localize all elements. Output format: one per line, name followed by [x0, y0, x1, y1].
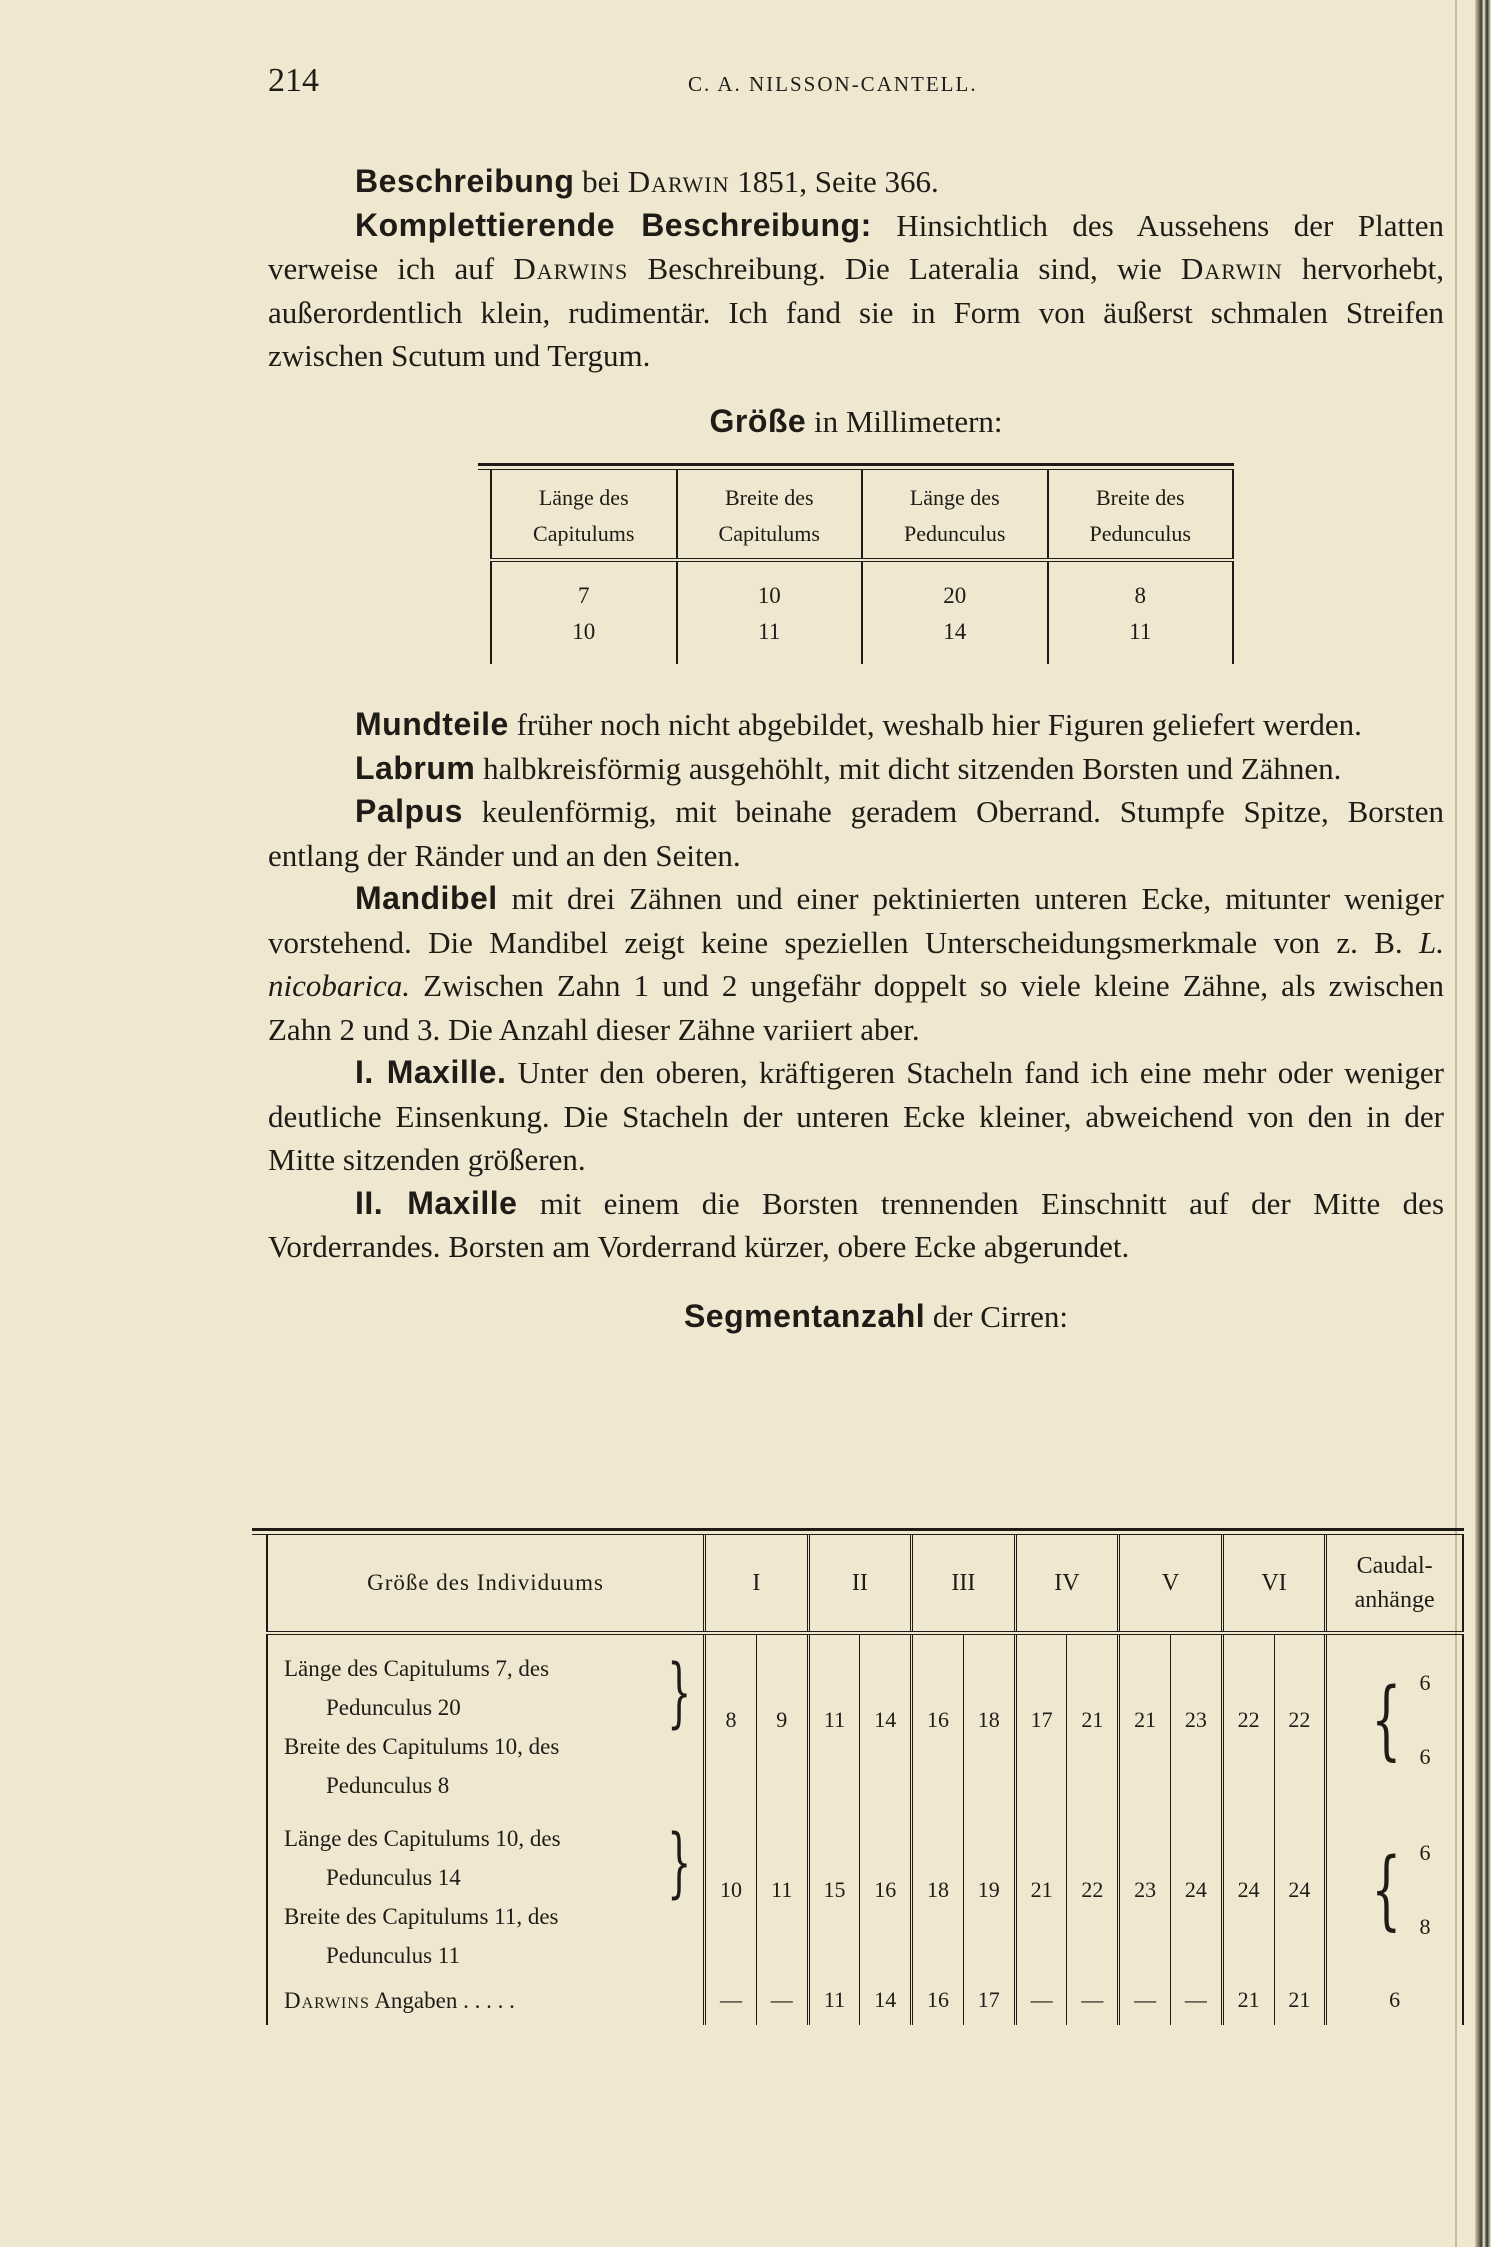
- heading-keyword: Segmentanzahl: [683, 1297, 926, 1334]
- table-cell: 14: [860, 1975, 912, 2025]
- table-cell: 20: [862, 560, 1048, 614]
- individual-description: Länge des Capitulums 7, des Pedunculus 20 Breite des Capitulums 10, des Pedunculus 8 }: [267, 1633, 705, 1805]
- table-cell: 21: [1222, 1975, 1274, 2025]
- table-cell: 10: [491, 614, 677, 664]
- table-row: [491, 560, 1233, 614]
- keyword-maxille-1: I. Maxille.: [355, 1054, 507, 1090]
- paragraph-labrum: [268, 747, 1444, 791]
- table-row: [491, 614, 1233, 664]
- table-cell: 14: [862, 614, 1048, 664]
- running-title: C. A. NILSSON-CANTELL.: [688, 72, 978, 96]
- caudal-value: 6: [1419, 1840, 1431, 1865]
- keyword-labrum: Labrum: [355, 749, 476, 786]
- table-top-rule: [252, 1528, 1464, 1535]
- text-span: Zwischen Zahn 1 und 2 ungefähr doppelt so viele kleine Zähne, als zwischen Zahn 2 und 3. Die Anzahl dieser Zähne variiert aber.: [268, 968, 1444, 1047]
- table-cell: 23: [1119, 1805, 1171, 1975]
- table-cell: 11: [808, 1633, 860, 1805]
- text-span: mit einem die Borsten trennenden Einschnitt auf der Mitte des Vorderrandes. Borsten am Vorderrand kürzer, obere Ecke abgerundet.: [268, 1185, 1445, 1264]
- segment-table-header: III: [912, 1535, 1016, 1633]
- table-cell: 19: [963, 1805, 1015, 1975]
- size-table: [478, 463, 1234, 664]
- table-cell: —: [756, 1975, 808, 2025]
- table-cell: 11: [677, 614, 863, 664]
- table-cell: 16: [912, 1975, 964, 2025]
- paragraph-mandibel: [268, 877, 1444, 1051]
- table-cell: 21: [1274, 1975, 1326, 2025]
- table-cell: 17: [1015, 1633, 1067, 1805]
- segment-table-heading: [308, 1295, 1444, 1339]
- table-cell: 21: [1015, 1805, 1067, 1975]
- darwin-label: Darwins Angaben . . . . .: [267, 1975, 705, 2025]
- table-cell: 22: [1274, 1633, 1326, 1805]
- brace-icon: }: [666, 1817, 692, 1906]
- page-edge: [1475, 0, 1491, 2247]
- segment-table: [252, 1528, 1464, 2025]
- table-cell: 16: [860, 1805, 912, 1975]
- text-span: Hinsichtlich des Aussehens der Platten verweise ich auf: [268, 207, 1444, 286]
- size-table-header: Länge des Capitulums: [491, 470, 677, 560]
- paragraph-komplettierend: [268, 204, 1444, 378]
- table-cell: 11: [1048, 614, 1234, 664]
- brace-icon: {: [1371, 1670, 1402, 1770]
- page-number: 214: [268, 62, 319, 99]
- table-cell: 18: [963, 1633, 1015, 1805]
- text-span: bei: [574, 164, 628, 199]
- keyword-maxille-2: II. Maxille: [355, 1184, 518, 1221]
- table-cell: 8: [1048, 560, 1234, 614]
- paragraph-maxille-2: [268, 1182, 1444, 1269]
- table-cell: 10: [705, 1805, 757, 1975]
- table-cell: —: [1119, 1975, 1171, 2025]
- species-name: L. nicobarica.: [268, 924, 1444, 1003]
- text-span: Beschreibung. Die Lateralia sind, wie: [628, 251, 1182, 286]
- keyword-palpus: Palpus: [355, 793, 463, 829]
- caudal-cell: [1326, 1805, 1463, 1975]
- caudal-cell: [1326, 1633, 1463, 1805]
- segment-table-header: I: [705, 1535, 809, 1633]
- table-cell: —: [705, 1975, 757, 2025]
- table-cell: 9: [756, 1633, 808, 1805]
- segment-table-header: Caudal- anhänge: [1326, 1535, 1463, 1633]
- heading-text: der Cirren:: [925, 1298, 1069, 1334]
- keyword-mandibel: Mandibel: [355, 880, 498, 916]
- paragraph-mundteile: [268, 703, 1444, 747]
- table-cell: 14: [860, 1633, 912, 1805]
- segment-table-header: IV: [1015, 1535, 1119, 1633]
- segment-table-header: V: [1119, 1535, 1223, 1633]
- text-span: mit drei Zähnen und einer pektinierten unteren Ecke, mitunter weniger vorstehend. Die Mandibel zeigt keine speziellen Unterscheidungsmerkmale von z. B.: [268, 881, 1444, 960]
- text-body-mouthparts: [268, 703, 1444, 1338]
- text-span: hervorhebt, außerordentlich klein, rudimentär. Ich fand sie in Form von äußerst schmalen Streifen zwischen Scutum und Tergum.: [268, 251, 1444, 373]
- table-row-darwin: [267, 1975, 1463, 2025]
- page-header: [268, 62, 1448, 112]
- table-cell: 16: [912, 1633, 964, 1805]
- paragraph-beschreibung: [268, 160, 1444, 204]
- table-cell: 8: [705, 1633, 757, 1805]
- table-cell: 11: [808, 1975, 860, 2025]
- table-cell: 17: [963, 1975, 1015, 2025]
- table-cell: 10: [677, 560, 863, 614]
- keyword-beschreibung: Beschreibung: [355, 163, 575, 199]
- table-cell: 22: [1067, 1805, 1119, 1975]
- paragraph-palpus: [268, 790, 1444, 877]
- text-span: 1851, Seite 366.: [729, 164, 939, 199]
- size-table-header: Breite des Capitulums: [677, 470, 863, 560]
- table-cell: 24: [1170, 1805, 1222, 1975]
- table-cell: 23: [1170, 1633, 1222, 1805]
- keyword-komplettierend: Komplettierende Beschreibung:: [355, 206, 872, 243]
- text-span: früher noch nicht abgebildet, weshalb hier Figuren geliefert werden.: [508, 707, 1362, 742]
- segment-table-header: II: [808, 1535, 912, 1633]
- paragraph-maxille-1: [268, 1051, 1444, 1182]
- segment-table-header: Größe des Individuums: [267, 1535, 705, 1633]
- size-table-heading: [268, 400, 1444, 444]
- size-table-header: Länge des Pedunculus: [862, 470, 1048, 560]
- author-name: Darwin: [1181, 251, 1283, 286]
- table-cell: 21: [1119, 1633, 1171, 1805]
- heading-text: in Millimetern:: [806, 403, 1003, 439]
- caudal-value: 8: [1419, 1914, 1431, 1939]
- table-cell: 11: [756, 1805, 808, 1975]
- text-span: halbkreisförmig ausgehöhlt, mit dicht sitzenden Borsten und Zähnen.: [475, 750, 1342, 786]
- brace-icon: {: [1371, 1840, 1402, 1940]
- caudal-cell: 6: [1326, 1975, 1463, 2025]
- table-row: [267, 1633, 1463, 1805]
- author-name: Darwins: [513, 251, 629, 286]
- table-cell: 24: [1274, 1805, 1326, 1975]
- heading-keyword: Größe: [709, 402, 807, 439]
- text-span: keulenförmig, mit beinahe geradem Oberrand. Stumpfe Spitze, Borsten entlang der Ränder und an den Seiten.: [268, 794, 1444, 873]
- table-cell: 18: [912, 1805, 964, 1975]
- table-cell: —: [1067, 1975, 1119, 2025]
- keyword-mundteile: Mundteile: [355, 706, 509, 742]
- table-cell: 24: [1222, 1805, 1274, 1975]
- table-row: [267, 1805, 1463, 1975]
- segment-table-header: VI: [1222, 1535, 1326, 1633]
- table-cell: —: [1015, 1975, 1067, 2025]
- table-cell: 22: [1222, 1633, 1274, 1805]
- caudal-value: 6: [1419, 1670, 1431, 1695]
- text-span: Unter den oberen, kräftigeren Stacheln fand ich eine mehr oder weniger deutliche Einsenkung. Die Stacheln der unteren Ecke kleiner, abweichend von den in der Mitte sitzenden größeren.: [268, 1055, 1445, 1177]
- brace-icon: }: [666, 1647, 692, 1736]
- author-name: Darwin: [627, 164, 730, 199]
- text-body: [268, 160, 1444, 443]
- table-cell: 21: [1067, 1633, 1119, 1805]
- caudal-value: 6: [1419, 1744, 1431, 1769]
- table-cell: 7: [491, 560, 677, 614]
- table-cell: —: [1170, 1975, 1222, 2025]
- table-top-rule: [478, 463, 1234, 470]
- size-table-header: Breite des Pedunculus: [1048, 470, 1234, 560]
- table-cell: 15: [808, 1805, 860, 1975]
- individual-description: Länge des Capitulums 10, des Pedunculus 14 Breite des Capitulums 11, des Pedunculus 11 }: [267, 1805, 705, 1975]
